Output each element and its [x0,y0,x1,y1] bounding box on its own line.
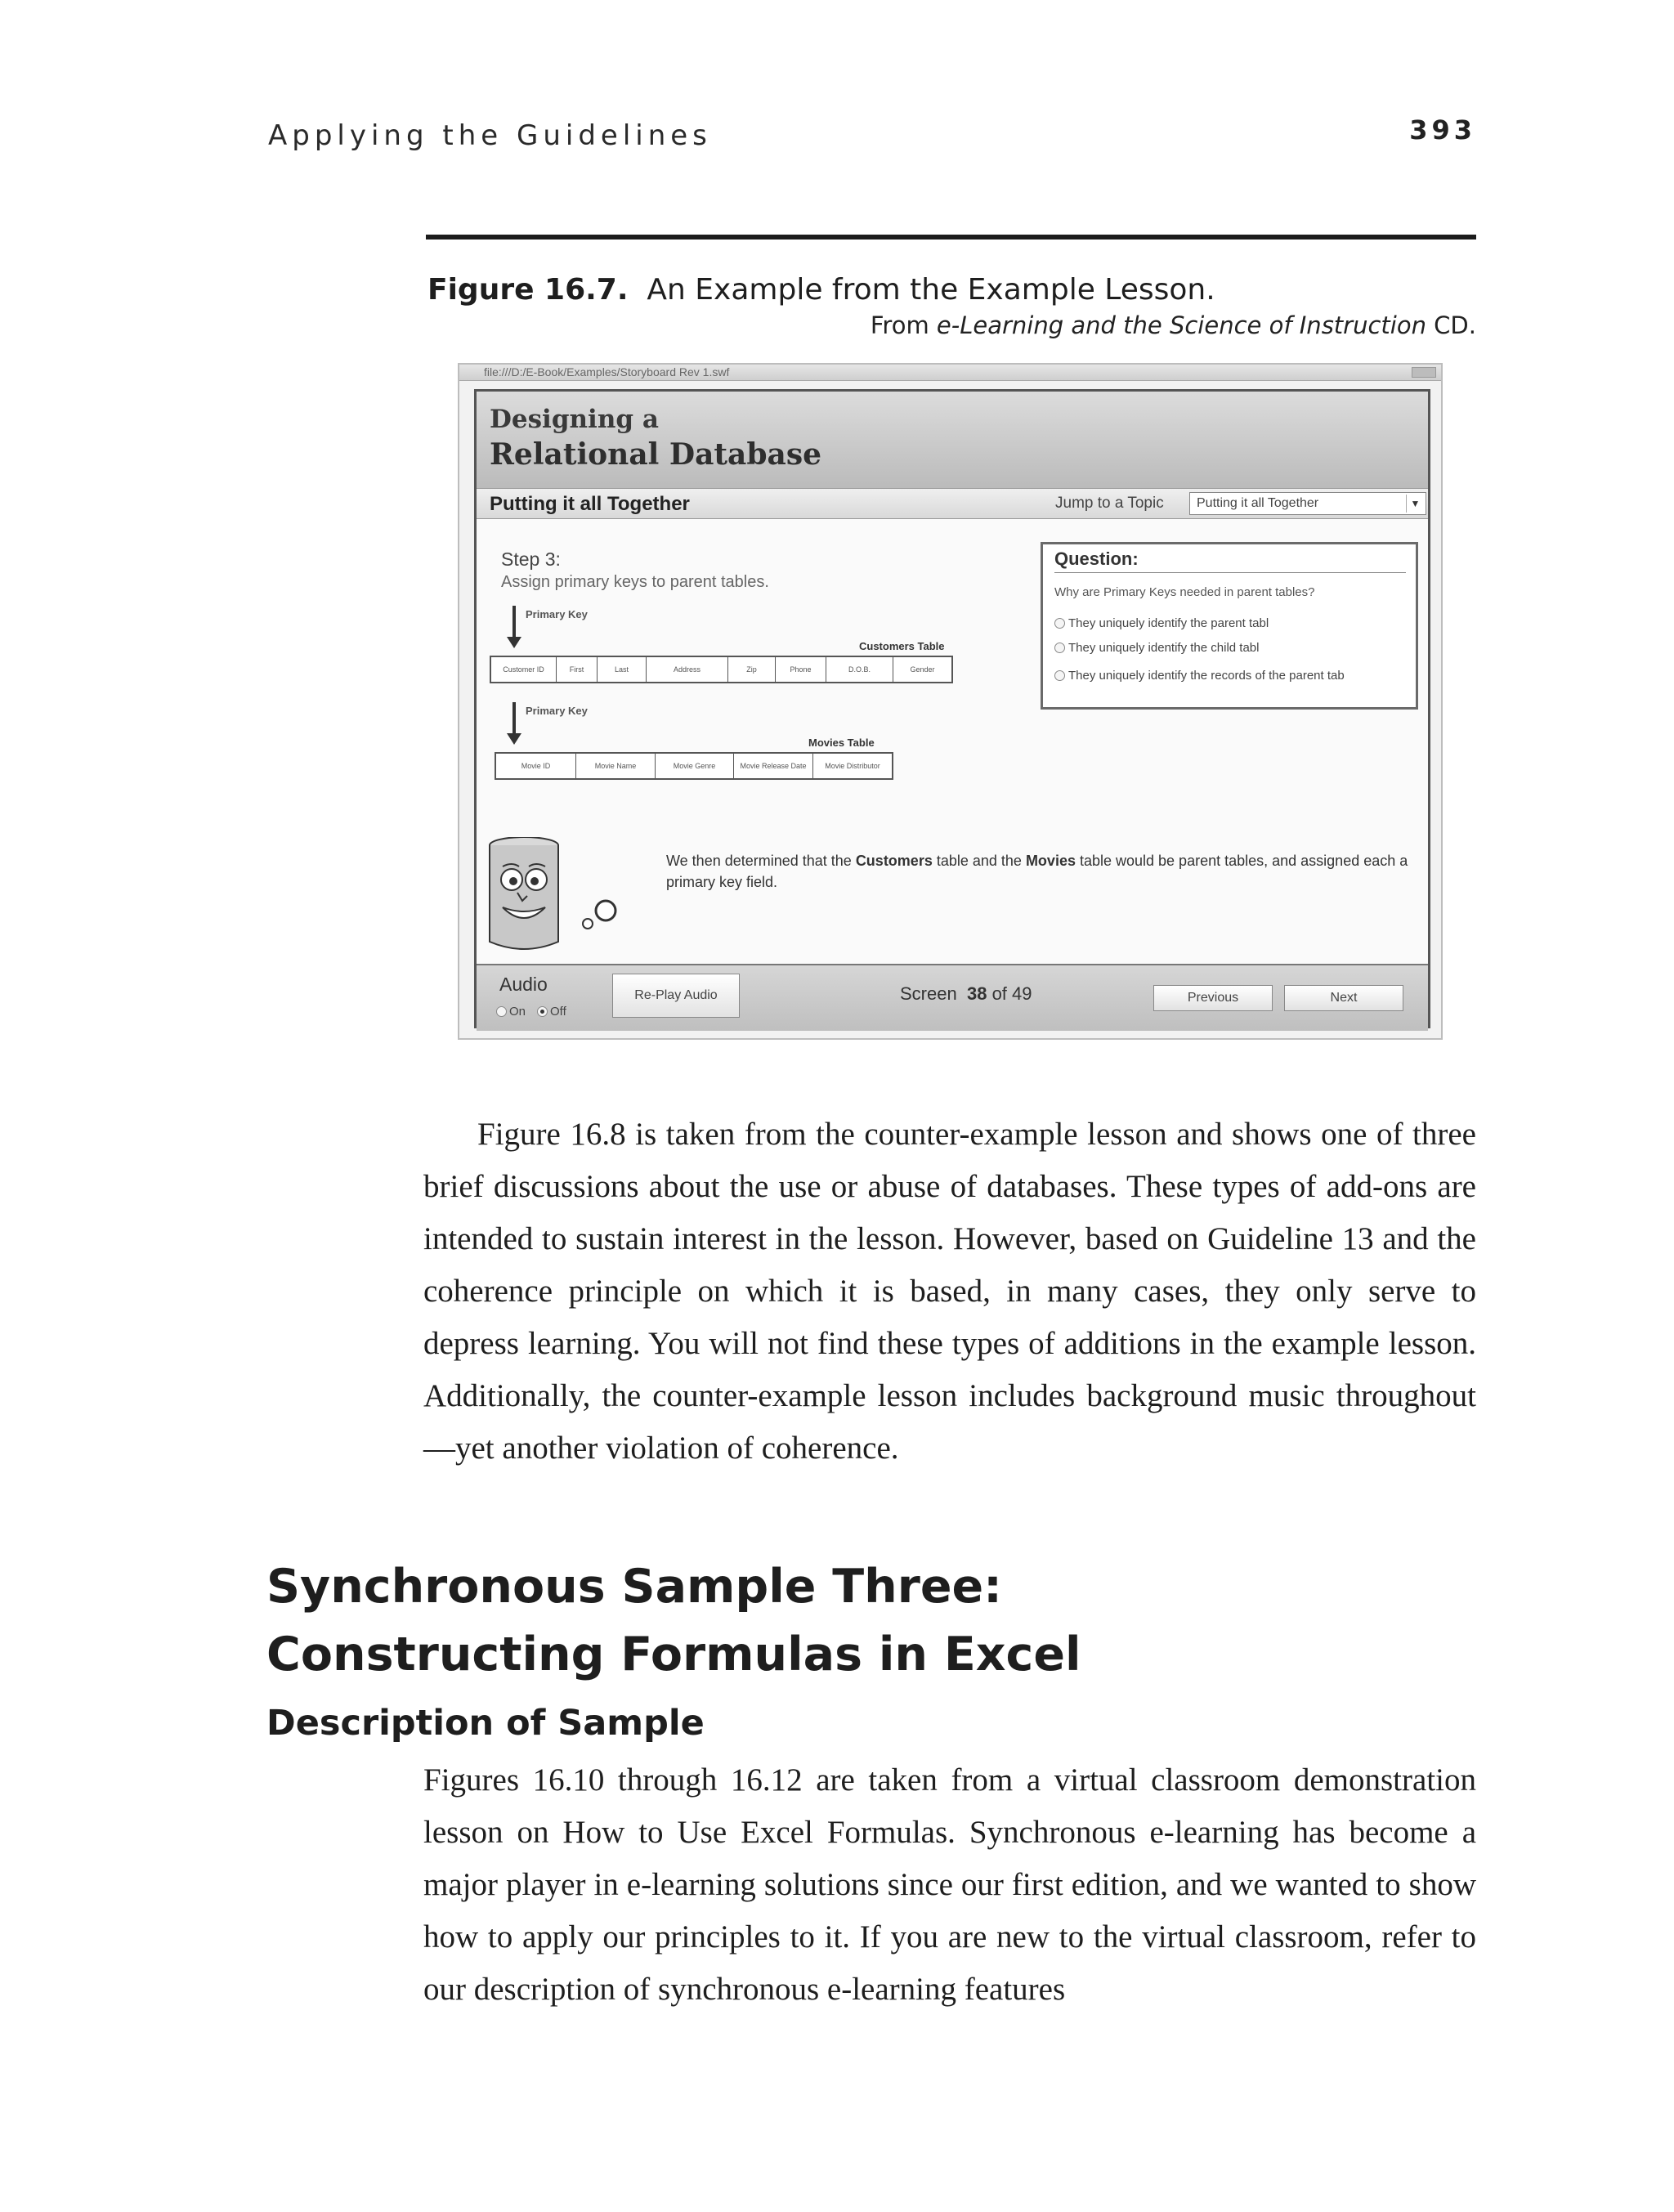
radio-icon[interactable] [1054,618,1065,629]
movies-table-title: Movies Table [808,737,875,749]
audio-label: Audio [499,974,548,995]
question-text: Why are Primary Keys needed in parent tables? [1054,585,1315,599]
field-cell: First [557,657,598,682]
replay-audio-button[interactable]: Re-Play Audio [612,974,740,1018]
narration-text: We then determined that the Customers table and the Movies table would be parent tables, and assigned each a primary key field. [666,853,1408,890]
field-cell: Gender [910,665,935,674]
radio-icon[interactable] [1054,643,1065,653]
field-cell: Phone [776,657,826,682]
field-cell: Movie Release Date [734,754,813,778]
section-title: Putting it all Together [490,493,690,515]
radio-icon[interactable] [1054,670,1065,681]
jump-topic-select[interactable] [1189,492,1426,515]
next-button[interactable]: Next [1284,985,1403,1011]
url-bar: file:///D:/E-Book/Examples/Storyboard Rev 1.swf [484,365,730,378]
previous-button[interactable]: Previous [1153,985,1273,1011]
lesson-title-line1: Designing a [490,405,659,434]
field-cell: Last [598,657,647,682]
lesson-title-line2: Relational Database [490,437,822,472]
divider [1054,572,1406,573]
jump-topic-label: Jump to a Topic [1055,495,1164,512]
figure-source: From e-Learning and the Science of Instruction CD. [870,311,1476,339]
section-heading: Synchronous Sample Three: Constructing Formulas in Excel [266,1560,1081,1681]
window-controls[interactable] [1412,367,1436,378]
screen-counter: Screen 38 of 49 [900,983,1032,1004]
field-cell: Address [647,657,728,682]
figure-caption [427,273,1215,307]
field-cell: Customer ID [491,657,557,682]
database-character-icon [485,837,665,952]
running-head: Applying the Guidelines [268,119,712,152]
field-cell: D.O.B. [826,657,893,682]
field-cell: Movie Name [576,754,656,778]
customers-table-title: Customers Table [859,640,945,652]
lesson-screenshot [458,363,1443,1040]
radio-icon[interactable] [496,1006,507,1017]
answer-option-3[interactable]: They uniquely identify the records of the parent tab [1054,669,1345,683]
field-cell: Movie Distributor [825,762,880,770]
audio-toggle [496,1005,566,1019]
subsection-heading: Description of Sample [266,1703,705,1744]
step-text: Assign primary keys to parent tables. [501,573,769,591]
field-cell: Zip [728,657,776,682]
answer-option-2[interactable]: They uniquely identify the child tabl [1054,641,1259,655]
lesson-footer [477,964,1428,1031]
lesson-frame [474,389,1430,1028]
step-label: Step 3: [501,549,561,570]
radio-selected-icon[interactable] [537,1006,548,1017]
question-panel [1041,542,1418,710]
primary-key-label: Primary Key [526,608,588,620]
chevron-down-icon[interactable]: ▼ [1406,495,1424,513]
figure-caption-label: Figure 16.7. [427,273,629,307]
body-paragraph-1: Figure 16.8 is taken from the counter-example lesson and shows one of three brief discussions about the use or abuse of databases. These types of add-ons are intended to sustain interest in the lesson. However, based on Guideline 13 and the coherence principle on which it is based, in many cases, they only serve to depress learning. You will not find these types of additions in the example lesson. Additionally, the counter-example lesson includes background music throughout—yet another violation of coherence. [423,1117,1476,1466]
jump-topic-value: Putting it all Together [1197,496,1319,510]
window-titlebar [459,365,1441,381]
figure-rule [426,235,1476,240]
question-title: Question: [1054,549,1139,569]
body-paragraph-2: Figures 16.10 through 16.12 are taken from a virtual classroom demonstration lesson on How to Use Excel Formulas. Synchronous e-learning has become a major player in e-learning solutions since our first edition, and we wanted to show how to apply our principles to it. If you are new to the virtual classroom, refer to our description of synchronous e-learning features [423,1762,1476,2007]
page-number: 393 [1409,114,1476,146]
lesson-header [477,392,1428,494]
primary-key-label: Primary Key [526,705,588,717]
down-arrow-icon [512,702,516,735]
figure-caption-title: An Example from the Example Lesson. [647,273,1215,307]
field-cell: Movie ID [496,754,576,778]
field-cell: Movie Genre [656,754,734,778]
answer-option-1[interactable]: They uniquely identify the parent tabl [1054,616,1269,630]
audio-on-option[interactable]: On [496,1005,526,1019]
down-arrow-icon [512,606,516,638]
audio-off-option[interactable]: Off [537,1005,566,1019]
customers-table [490,656,953,683]
movies-table [495,752,893,780]
topic-bar [477,488,1428,519]
